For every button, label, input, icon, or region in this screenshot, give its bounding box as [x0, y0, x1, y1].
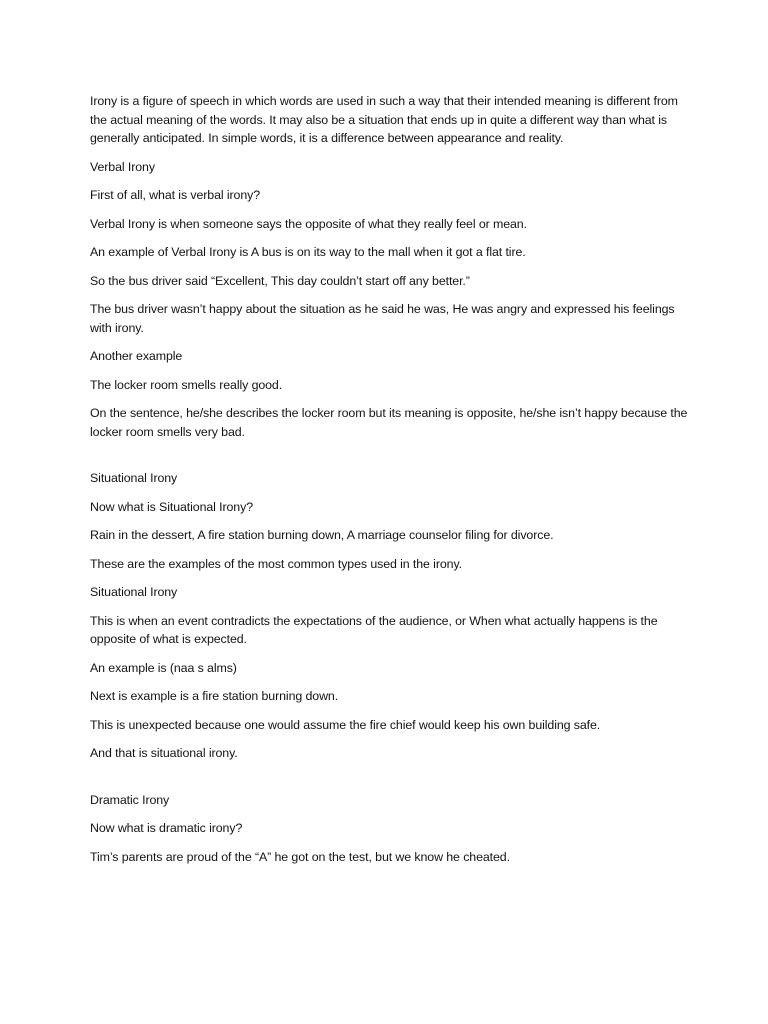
paragraph: First of all, what is verbal irony?: [90, 188, 261, 202]
paragraph: An example is (naa s alms): [90, 660, 237, 675]
paragraph: An example of Verbal Irony is A bus is on its way to the mall when it got a flat tire.: [90, 245, 526, 259]
paragraph: Rain in the dessert, A fire station burning down, A marriage counselor filing for divorce.: [90, 528, 554, 542]
paragraph: On the sentence, he/she describes the locker room but its meaning is opposite, he/she isn’t happy because the locker room smells very bad.: [90, 406, 688, 439]
intro-paragraph: Irony is a figure of speech in which words are used in such a way that their intended meaning is different from the actual meaning of the words. It may also be a situation that ends up in quite a different way than what is generally anticipated. In simple words, it is a difference between appearance and reality.: [90, 94, 678, 145]
paragraph: Another example: [90, 349, 183, 363]
document-body: [90, 92, 690, 876]
section-heading-verbal-irony: Verbal Irony: [90, 159, 155, 174]
paragraph: This is when an event contradicts the expectations of the audience, or When what actually happens is the opposite of what is expected.: [90, 613, 658, 646]
paragraph: These are the examples of the most common types used in the irony.: [90, 556, 462, 571]
paragraph: The bus driver wasn’t happy about the situation as he said he was, He was angry and expressed his feelings with irony.: [90, 302, 675, 335]
paragraph: So the bus driver said “Excellent, This day couldn’t start off any better.”: [90, 273, 470, 288]
paragraph: And that is situational irony.: [90, 746, 238, 760]
paragraph: The locker room smells really good.: [90, 377, 283, 392]
section-heading-situational-irony-2: Situational Irony: [90, 585, 178, 599]
section-heading-dramatic-irony: Dramatic Irony: [90, 792, 170, 807]
paragraph: Now what is dramatic irony?: [90, 821, 243, 835]
paragraph: Next is example is a fire station burning down.: [90, 689, 339, 703]
section-heading-situational-irony: Situational Irony: [90, 471, 178, 485]
paragraph: Verbal Irony is when someone says the opposite of what they really feel or mean.: [90, 216, 527, 231]
paragraph: Tim’s parents are proud of the “A” he got on the test, but we know he cheated.: [90, 849, 510, 864]
paragraph: This is unexpected because one would assume the fire chief would keep his own building safe.: [90, 717, 601, 732]
paragraph: Now what is Situational Irony?: [90, 499, 253, 514]
